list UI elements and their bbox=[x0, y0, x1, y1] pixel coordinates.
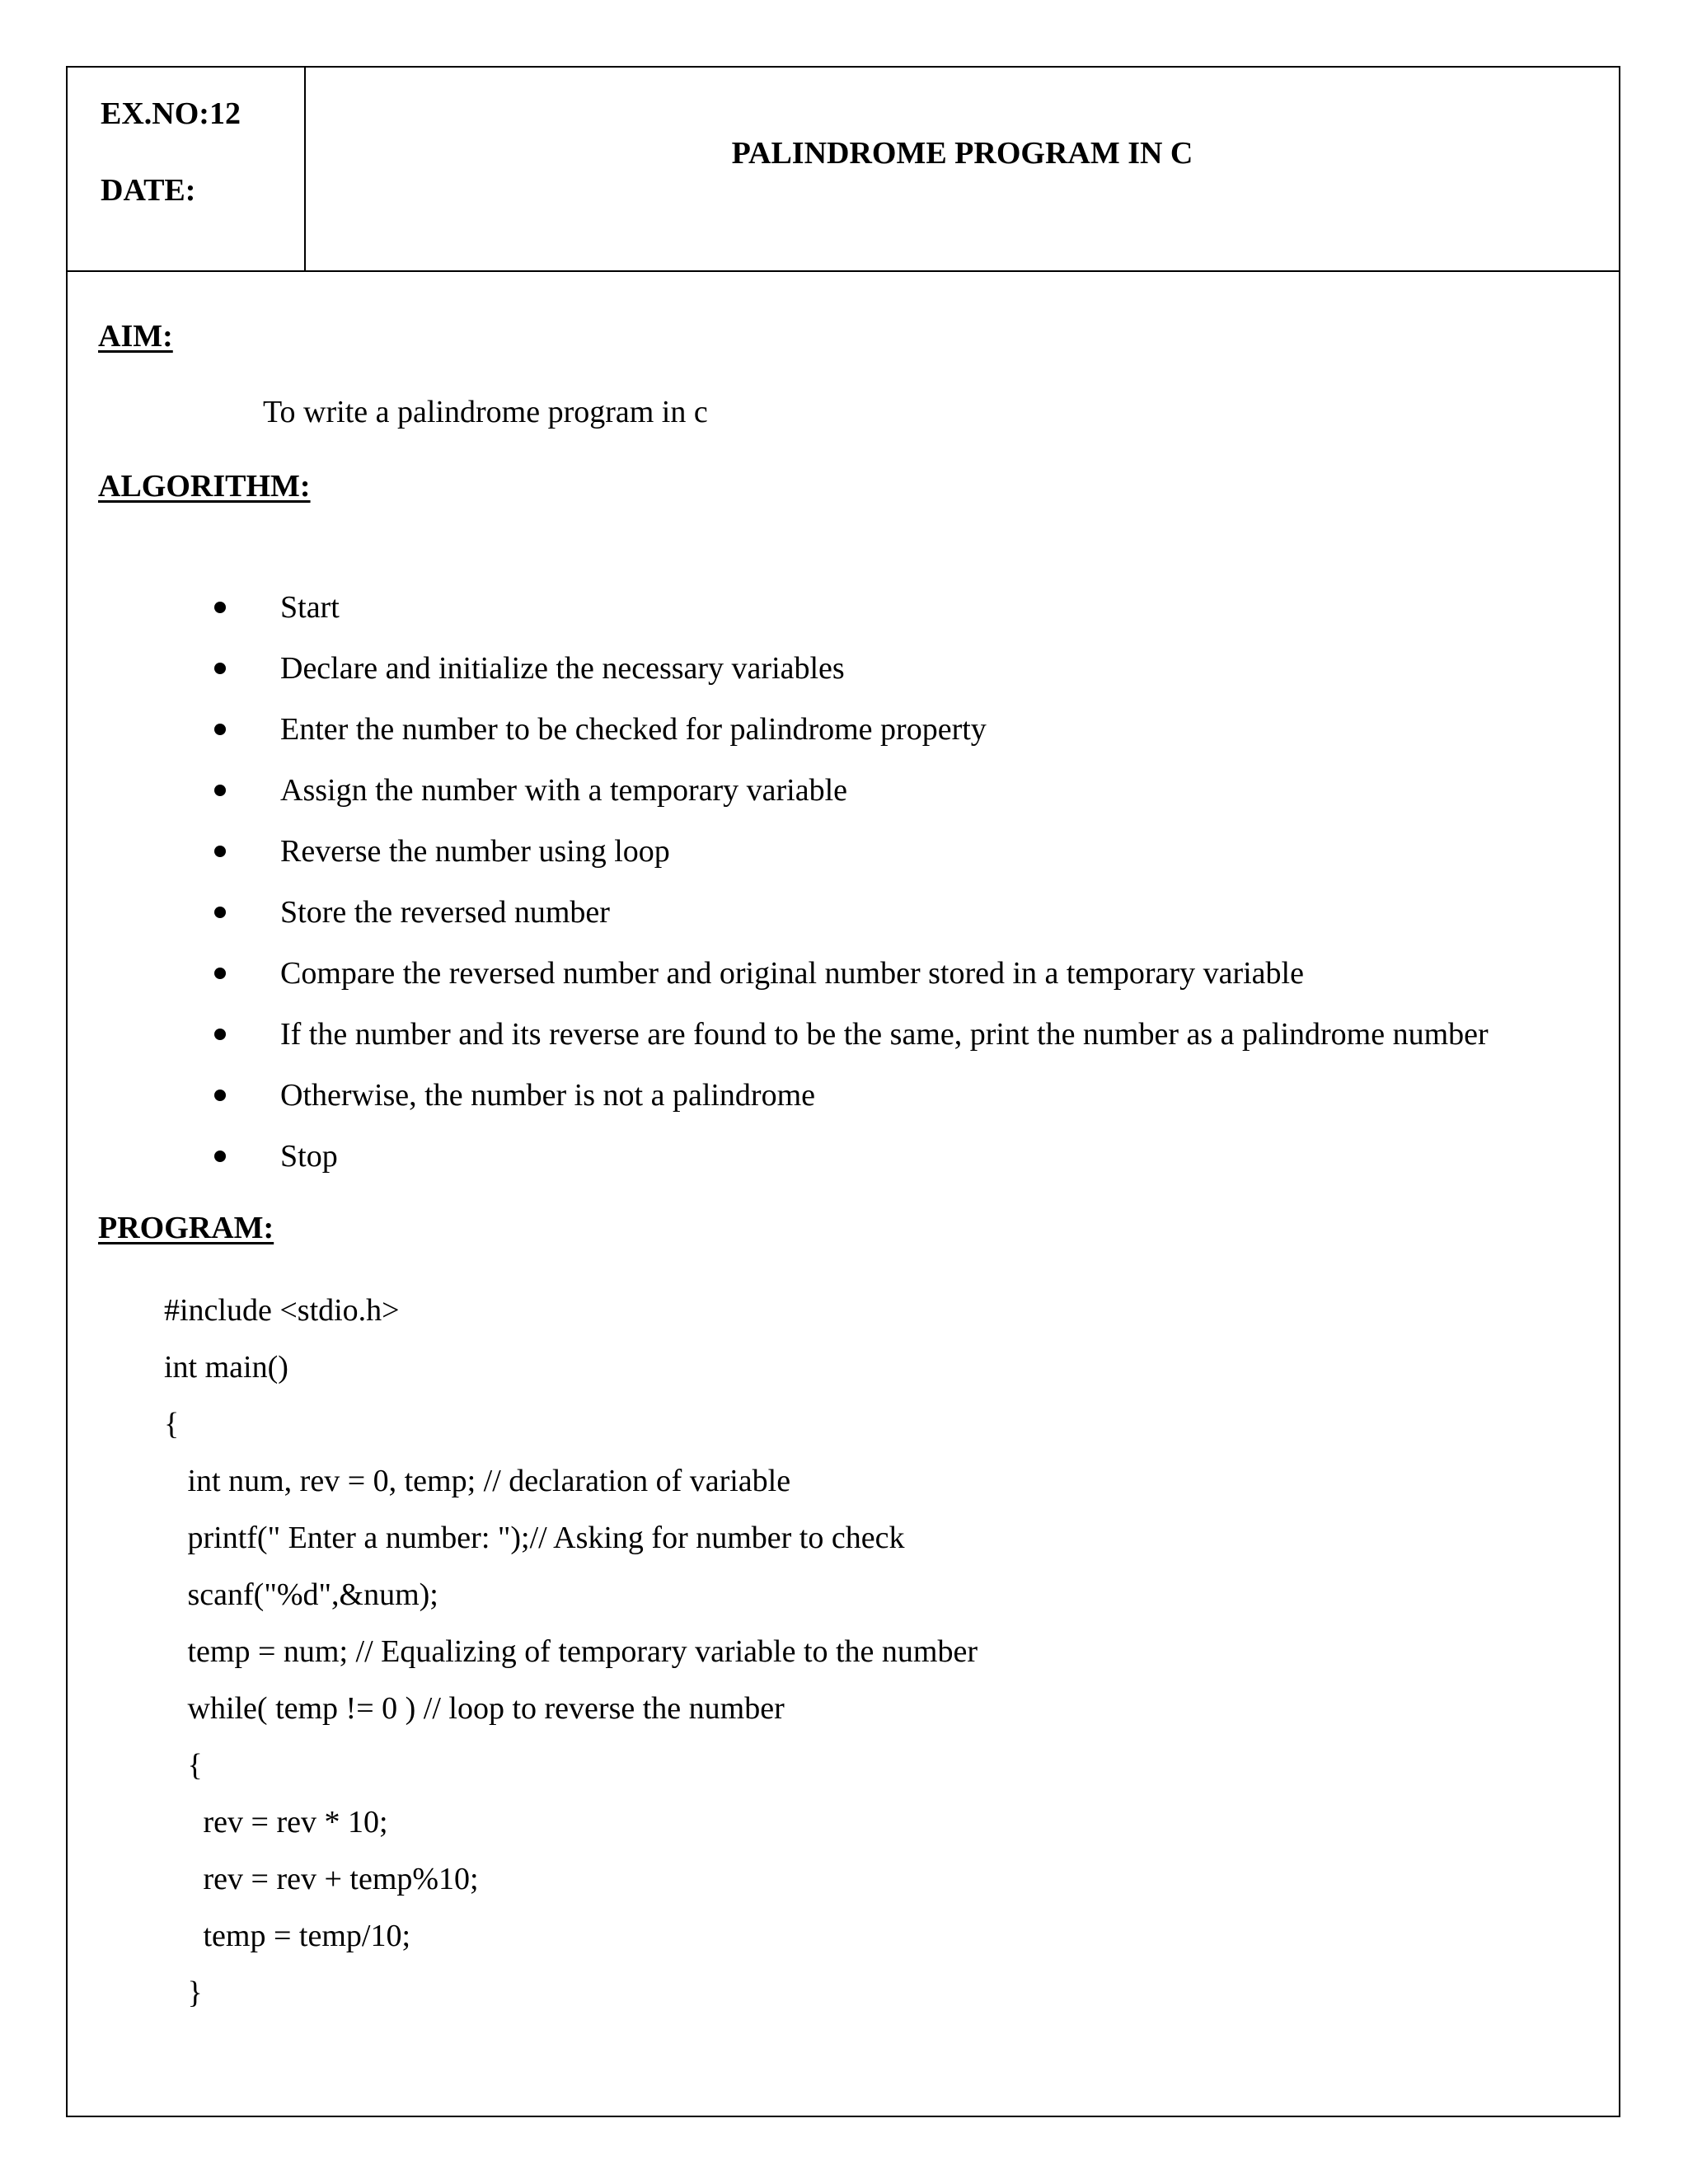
program-heading: PROGRAM: bbox=[98, 1211, 274, 1245]
document-title: PALINDROME PROGRAM IN C bbox=[731, 136, 1193, 171]
algorithm-step-text: Assign the number with a temporary variable bbox=[280, 773, 848, 808]
code-line: rev = rev + temp%10; bbox=[164, 1862, 479, 1896]
aim-text: To write a palindrome program in c bbox=[263, 395, 708, 429]
aim-heading: AIM: bbox=[98, 319, 173, 354]
bullet-icon bbox=[214, 1090, 226, 1101]
code-line: rev = rev * 10; bbox=[164, 1805, 388, 1840]
code-line: scanf("%d",&num); bbox=[164, 1577, 438, 1612]
code-line: { bbox=[164, 1748, 203, 1783]
algorithm-step-text: Stop bbox=[280, 1139, 338, 1174]
code-line: int main() bbox=[164, 1350, 288, 1385]
bullet-icon bbox=[214, 602, 226, 613]
code-line: printf(" Enter a number: ");// Asking for number to check bbox=[164, 1521, 905, 1555]
bullet-icon bbox=[214, 968, 226, 979]
algorithm-step-text: Otherwise, the number is not a palindrome bbox=[280, 1078, 816, 1113]
algorithm-step-text: Compare the reversed number and original number stored in a temporary variable bbox=[280, 956, 1304, 991]
header-left-cell bbox=[68, 68, 306, 270]
code-line: int num, rev = 0, temp; // declaration of variable bbox=[164, 1464, 791, 1498]
bullet-icon bbox=[214, 1029, 226, 1040]
algorithm-step-text: If the number and its reverse are found to be the same, print the number as a palindrome number bbox=[280, 1017, 1489, 1052]
code-line: while( temp != 0 ) // loop to reverse the number bbox=[164, 1691, 785, 1726]
bullet-icon bbox=[214, 907, 226, 918]
algorithm-heading: ALGORITHM: bbox=[98, 469, 311, 504]
algorithm-step-text: Enter the number to be checked for palindrome property bbox=[280, 712, 987, 747]
algorithm-step-text: Declare and initialize the necessary variables bbox=[280, 651, 845, 686]
header-row bbox=[68, 68, 1619, 272]
program-code bbox=[164, 1282, 978, 2022]
code-line: temp = temp/10; bbox=[164, 1919, 411, 1953]
code-line: { bbox=[164, 1407, 180, 1441]
algorithm-step-text: Store the reversed number bbox=[280, 895, 610, 930]
code-line: } bbox=[164, 1975, 203, 2010]
date-label: DATE: bbox=[101, 173, 196, 208]
bullet-icon bbox=[214, 785, 226, 796]
bullet-icon bbox=[214, 663, 226, 674]
code-line: #include <stdio.h> bbox=[164, 1293, 400, 1328]
exercise-number: EX.NO:12 bbox=[101, 96, 241, 131]
algorithm-step-text: Reverse the number using loop bbox=[280, 834, 670, 869]
algorithm-step-text: Start bbox=[280, 590, 340, 625]
code-line: temp = num; // Equalizing of temporary variable to the number bbox=[164, 1634, 978, 1669]
bullet-icon bbox=[214, 846, 226, 857]
bullet-icon bbox=[214, 724, 226, 735]
bullet-icon bbox=[214, 1151, 226, 1162]
